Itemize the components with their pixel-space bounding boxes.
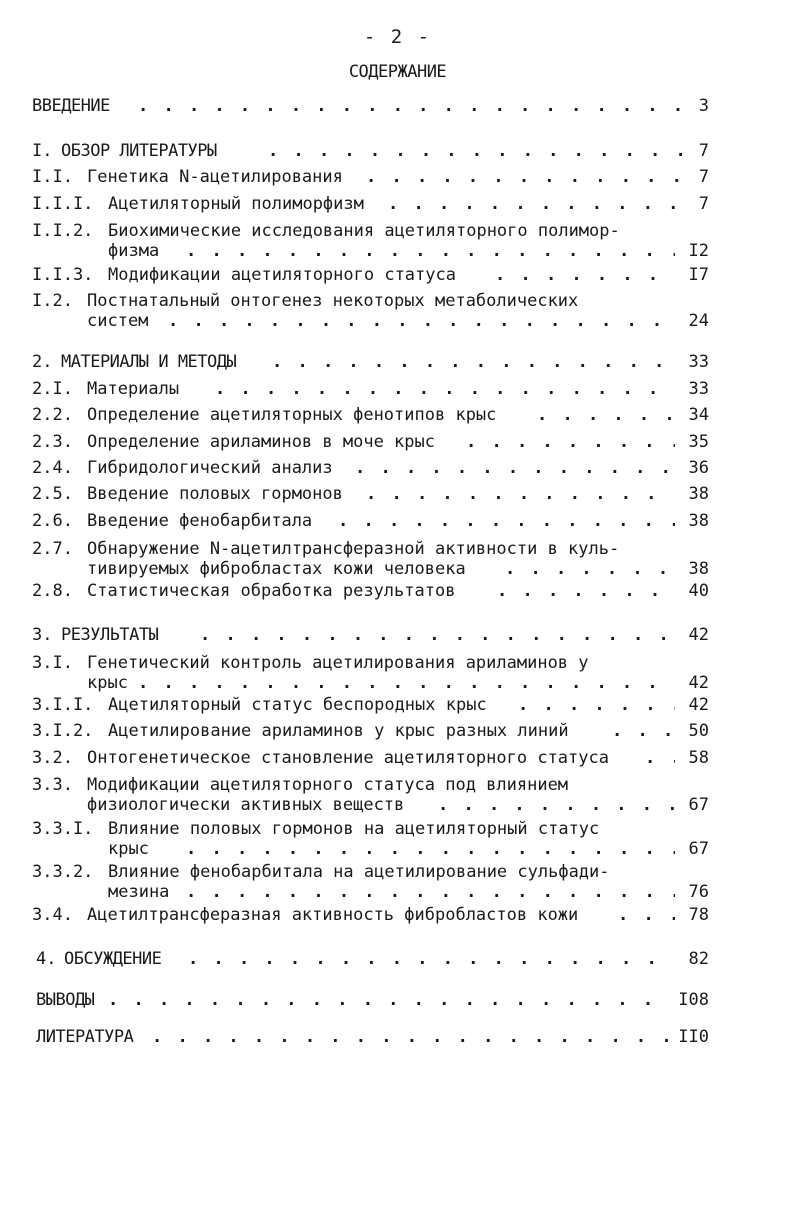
toc-entry-page: 35 (688, 432, 709, 452)
toc-entry-title: Ацетиляторный полиморфизм (108, 194, 364, 214)
toc-entry-title-continued: мезина (108, 882, 170, 902)
dot-leader (388, 195, 690, 213)
toc-entry-number: 4. (36, 949, 57, 969)
toc-entry-page: 33 (688, 352, 709, 372)
toc-entry-page: 42 (688, 695, 709, 715)
dot-leader (537, 406, 675, 424)
toc-entry-title: Введение половых гормонов (87, 484, 343, 504)
toc-entry-page: 7 (698, 194, 709, 214)
toc-entry-title: Модификации ацетиляторного статуса под влиянием (87, 775, 569, 795)
dot-leader (366, 485, 675, 503)
dot-leader (518, 696, 675, 714)
toc-entry-title: Влияние фенобарбитала на ацетилирование сульфади- (108, 862, 610, 882)
toc-entry-number: 2.4. (32, 458, 73, 478)
toc-entry-title: Генетический контроль ацетилирования ариламинов у (87, 653, 589, 673)
toc-entry-page: 34 (688, 405, 709, 425)
toc-entry-title: Гибридологический анализ (87, 458, 333, 478)
toc-entry-number: 2.I. (32, 379, 73, 399)
toc-entry-title: ВВЕДЕНИЕ (32, 96, 110, 116)
toc-entry-page: 38 (688, 511, 709, 531)
toc-entry-title: Определение ариламинов в моче крыс (87, 432, 435, 452)
toc-entry-title: Онтогенетическое становление ацетиляторного статуса (87, 748, 609, 768)
toc-entry-page: 82 (688, 949, 709, 969)
toc-entry-number: 3.I.2. (32, 721, 94, 741)
toc-entry-number: I. (32, 141, 53, 161)
toc-entry-number: 2.6. (32, 511, 73, 531)
toc-entry-page: II0 (678, 1027, 709, 1047)
dot-leader (138, 674, 675, 692)
toc-entry-page: I7 (688, 265, 709, 285)
toc-entry-page: 76 (688, 882, 709, 902)
dot-leader (505, 560, 675, 578)
dot-leader (200, 626, 675, 644)
toc-entry-title-continued: крыс (108, 839, 149, 859)
dot-leader (186, 840, 675, 858)
toc-entry-number: 3.3. (32, 775, 73, 795)
toc-entry-title: МАТЕРИАЛЫ И МЕТОДЫ (61, 352, 237, 372)
dot-leader (168, 312, 675, 330)
toc-entry-title: Статистическая обработка результатов (87, 581, 456, 601)
toc-entry-page: 58 (688, 748, 709, 768)
toc-entry-page: 50 (688, 721, 709, 741)
dot-leader (152, 1028, 668, 1046)
dot-leader (612, 722, 675, 740)
toc-entry-number: 2.3. (32, 432, 73, 452)
toc-entry-title: ОБСУЖДЕНИЕ (64, 949, 162, 969)
dot-leader (186, 883, 675, 901)
toc-entry-title-continued: физма (108, 241, 160, 261)
page-number: - 2 - (363, 26, 432, 48)
toc-entry-title: Влияние половых гормонов на ацетиляторный статус (108, 819, 600, 839)
toc-entry-page: 40 (688, 581, 709, 601)
dot-leader (188, 950, 675, 968)
toc-entry-page: I08 (678, 990, 709, 1010)
dot-leader (618, 906, 675, 924)
toc-entry-number: 2. (32, 352, 53, 372)
toc-entry-title: Ацетиляторный статус беспородных крыс (108, 695, 487, 715)
toc-entry-number: 2.7. (32, 539, 73, 559)
toc-entry-title: ВЫВОДЫ (36, 990, 95, 1010)
toc-entry-page: 42 (688, 625, 709, 645)
toc-entry-number: 3.I. (32, 653, 73, 673)
toc-entry-title: Ацетилтрансферазная активность фибробластов кожи (87, 905, 579, 925)
dot-leader (495, 266, 675, 284)
toc-entry-page: 67 (688, 839, 709, 859)
toc-entry-title: Ацетилирование ариламинов у крыс разных линий (108, 721, 569, 741)
toc-entry-number: I.I.3. (32, 265, 94, 285)
toc-entry-page: 78 (688, 905, 709, 925)
toc-entry-number: 3.4. (32, 905, 73, 925)
dot-leader (466, 433, 675, 451)
toc-entry-page: 7 (698, 167, 709, 187)
toc-entry-number: I.2. (32, 291, 73, 311)
toc-entry-title-continued: крыс (87, 673, 128, 693)
toc-entry-page: 38 (688, 559, 709, 579)
toc-entry-number: 2.2. (32, 405, 73, 425)
dot-leader (645, 749, 675, 767)
toc-entry-page: 24 (688, 311, 709, 331)
toc-entry-title: Обнаружение N-ацетилтрансферазной активности в куль- (87, 539, 620, 559)
dot-leader (138, 97, 690, 115)
toc-entry-page: I2 (688, 241, 709, 261)
toc-entry-number: 3.3.2. (32, 862, 94, 882)
dot-leader (497, 582, 675, 600)
toc-entry-page: 38 (688, 484, 709, 504)
toc-entry-title: ОБЗОР ЛИТЕРАТУРЫ (61, 141, 217, 161)
dot-leader (355, 459, 675, 477)
dot-leader (215, 380, 675, 398)
toc-entry-title-continued: систем (87, 311, 149, 331)
toc-entry-page: 33 (688, 379, 709, 399)
toc-entry-title: ЛИТЕРАТУРА (36, 1027, 134, 1047)
toc-entry-number: I.I.I. (32, 194, 94, 214)
toc-entry-title: Постнатальный онтогенез некоторых метаболических (87, 291, 579, 311)
dot-leader (108, 991, 668, 1009)
toc-entry-page: 7 (698, 141, 709, 161)
dot-leader (338, 512, 675, 530)
toc-entry-title-continued: тивируемых фибробластах кожи человека (87, 559, 466, 579)
toc-entry-title-continued: физиологически активных веществ (87, 795, 405, 815)
dot-leader (366, 168, 690, 186)
toc-entry-title: Модификации ацетиляторного статуса (108, 265, 456, 285)
toc-entry-number: I.I.2. (32, 221, 94, 241)
dot-leader (438, 796, 675, 814)
toc-entry-number: 2.8. (32, 581, 73, 601)
toc-entry-title: Введение фенобарбитала (87, 511, 313, 531)
toc-entry-title: Материалы (87, 379, 180, 399)
dot-leader (186, 242, 675, 260)
toc-entry-title: Генетика N-ацетилирования (87, 167, 343, 187)
toc-entry-number: 3. (32, 625, 53, 645)
toc-entry-page: 3 (698, 96, 709, 116)
toc-entry-number: I.I. (32, 167, 73, 187)
toc-entry-title: Биохимические исследования ацетиляторного полимор- (108, 221, 620, 241)
toc-entry-title: РЕЗУЛЬТАТЫ (61, 625, 159, 645)
dot-leader (268, 142, 690, 160)
toc-entry-title: Определение ацетиляторных фенотипов крыс (87, 405, 497, 425)
toc-entry-page: 36 (688, 458, 709, 478)
toc-entry-number: 3.I.I. (32, 695, 94, 715)
toc-entry-number: 3.3.I. (32, 819, 94, 839)
toc-entry-number: 3.2. (32, 748, 73, 768)
toc-title: СОДЕРЖАНИЕ (348, 62, 447, 82)
toc-entry-number: 2.5. (32, 484, 73, 504)
toc-entry-page: 42 (688, 673, 709, 693)
toc-entry-page: 67 (688, 795, 709, 815)
dot-leader (272, 353, 675, 371)
